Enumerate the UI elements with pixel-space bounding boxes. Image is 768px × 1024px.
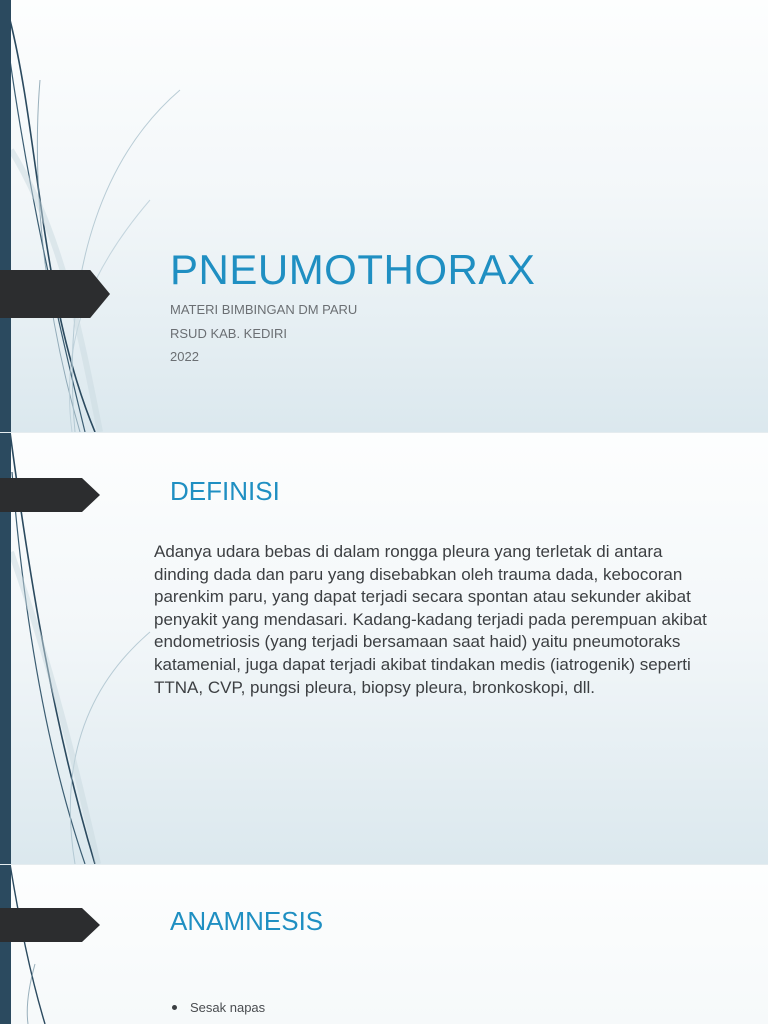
title-marker-tab [0,270,110,318]
subtitle-line: MATERI BIMBINGAN DM PARU [170,302,358,317]
section-title: ANAMNESIS [170,906,324,936]
anamnesis-slide [0,864,768,1024]
slide-title: PNEUMOTHORAX [170,246,536,293]
slide-divider [0,432,768,433]
bullet-list [170,1000,265,1015]
side-accent-bar [0,0,11,432]
definition-slide [0,432,768,864]
slide-divider [0,864,768,865]
subtitle-line: RSUD KAB. KEDIRI [170,326,288,341]
decorative-swoosh [0,0,200,432]
title-slide [0,0,768,432]
list-item: Sesak napas [170,1000,265,1015]
section-title: DEFINISI [170,476,280,506]
title-marker-tab [0,908,100,942]
definition-paragraph: Adanya udara bebas di dalam rongga pleura yang terletak di antara dinding dada dan paru yang disebabkan oleh trauma dada, kebocoran parenkim paru, yang dapat terjadi secara spontan atau sekunder akibat penyakit yang mendasari. Kadang-kadang terjadi pada perempuan akibat endometriosis (yang terjadi bersamaan saat haid) yaitu pneumotoraks katamenial, juga dapat terjadi akibat tindakan medis (iatrogenik) seperti TTNA, CVP, pungsi pleura, biopsy pleura, bronkoskopi, dll. [154,542,707,697]
title-marker-tab [0,478,100,512]
side-accent-bar [0,864,11,1024]
decorative-swoosh [0,864,120,1024]
subtitle-line: 2022 [170,349,199,364]
